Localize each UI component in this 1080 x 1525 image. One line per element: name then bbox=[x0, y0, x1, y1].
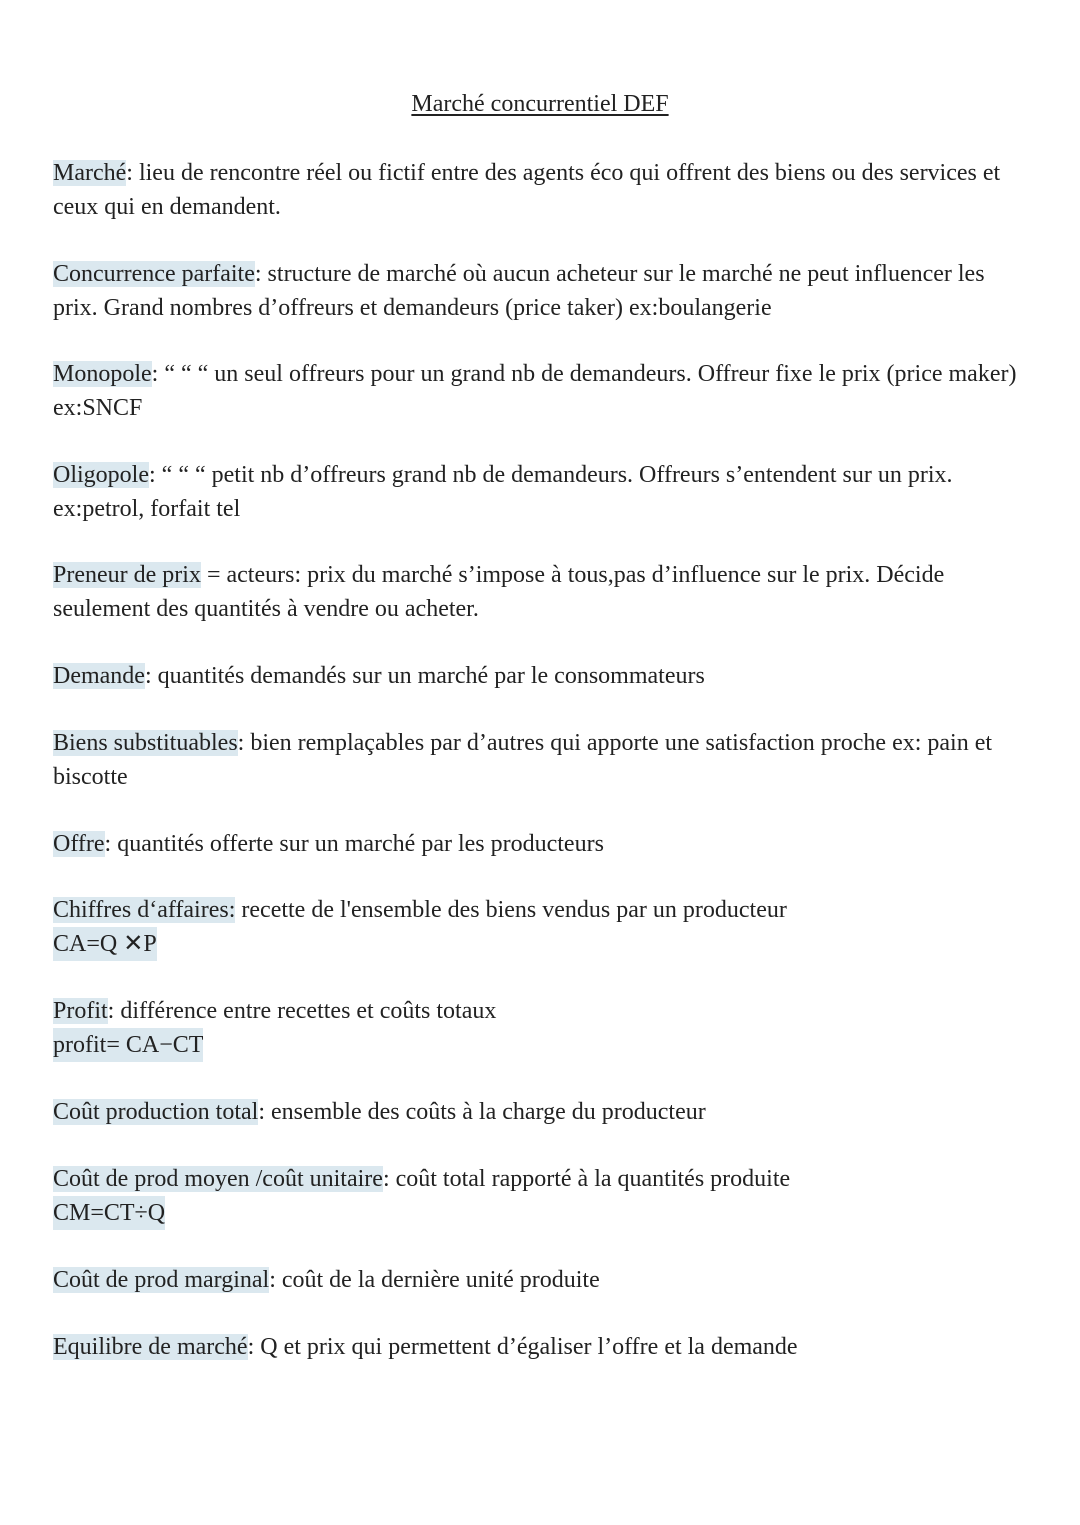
definition-chiffres-affaires bbox=[53, 893, 1028, 961]
definition-profit bbox=[53, 994, 1028, 1062]
definition-demande bbox=[53, 659, 1028, 693]
definition-text: recette de l'ensemble des biens vendus par un producteur bbox=[235, 897, 787, 923]
definition-monopole bbox=[53, 357, 1028, 425]
definition-formula: CM=CT÷Q bbox=[53, 1196, 165, 1230]
definition-term: Coût de prod moyen /coût unitaire bbox=[53, 1166, 383, 1192]
definition-text: : différence entre recettes et coûts totaux bbox=[107, 998, 497, 1024]
definition-term: Preneur de prix bbox=[53, 562, 201, 588]
definition-text: = acteurs: prix du marché s’impose à tous,pas d’influence sur le prix. Décide seulement des quantités à vendre ou acheter. bbox=[53, 562, 945, 622]
definition-term: Biens substituables bbox=[53, 730, 238, 756]
definition-preneur-de-prix bbox=[53, 558, 1028, 626]
definition-term: Coût production total bbox=[53, 1099, 259, 1125]
definition-term: Demande bbox=[53, 663, 145, 689]
definition-equilibre-de-marche bbox=[53, 1330, 1028, 1364]
definition-formula: CA=Q ✕P bbox=[53, 927, 157, 961]
definition-text: : quantités demandés sur un marché par le consommateurs bbox=[144, 663, 705, 689]
definition-term: Profit bbox=[53, 998, 108, 1024]
definition-text: : ensemble des coûts à la charge du producteur bbox=[258, 1099, 706, 1125]
definition-term: Coût de prod marginal bbox=[53, 1267, 270, 1293]
definition-text: : “ “ “ un seul offreurs pour un grand nb de demandeurs. Offreur fixe le prix (price maker) ex:SNCF bbox=[53, 361, 1017, 421]
definition-term: Offre bbox=[53, 831, 105, 857]
definition-term: Chiffres d‘affaires: bbox=[53, 897, 236, 923]
definition-text: : quantités offerte sur un marché par les producteurs bbox=[104, 831, 604, 857]
definition-text: : coût de la dernière unité produite bbox=[269, 1267, 600, 1293]
definition-offre bbox=[53, 827, 1028, 861]
definition-text: : “ “ “ petit nb d’offreurs grand nb de demandeurs. Offreurs s’entendent sur un prix. ex:petrol, forfait tel bbox=[53, 462, 953, 522]
definition-cout-production-total bbox=[53, 1095, 1028, 1129]
definition-text: : bien remplaçables par d’autres qui apporte une satisfaction proche ex: pain et biscotte bbox=[53, 730, 993, 790]
definition-term: Equilibre de marché bbox=[53, 1334, 248, 1360]
definition-marche bbox=[53, 156, 1028, 224]
definition-concurrence-parfaite bbox=[53, 257, 1028, 325]
definition-text: : lieu de rencontre réel ou fictif entre des agents éco qui offrent des biens ou des services et ceux qui en demandent. bbox=[53, 160, 1001, 220]
definition-oligopole bbox=[53, 458, 1028, 526]
definition-text: : coût total rapporté à la quantités produite bbox=[382, 1166, 791, 1192]
definition-biens-substituables bbox=[53, 726, 1028, 794]
page-title-text: Marché concurrentiel DEF bbox=[411, 91, 669, 117]
definition-term: Oligopole bbox=[53, 462, 149, 488]
definition-formula: profit= CA−CT bbox=[53, 1028, 203, 1062]
definition-cout-moyen bbox=[53, 1162, 1028, 1230]
page-title bbox=[0, 88, 1080, 120]
definition-text: : structure de marché où aucun acheteur sur le marché ne peut influencer les prix. Grand nombres d’offreurs et demandeurs (price taker) ex:boulangerie bbox=[53, 261, 985, 321]
definition-term: Marché bbox=[53, 160, 127, 186]
definition-text: : Q et prix qui permettent d’égaliser l’offre et la demande bbox=[247, 1334, 798, 1360]
definition-term: Concurrence parfaite bbox=[53, 261, 255, 287]
definition-cout-marginal bbox=[53, 1263, 1028, 1297]
definition-term: Monopole bbox=[53, 361, 152, 387]
